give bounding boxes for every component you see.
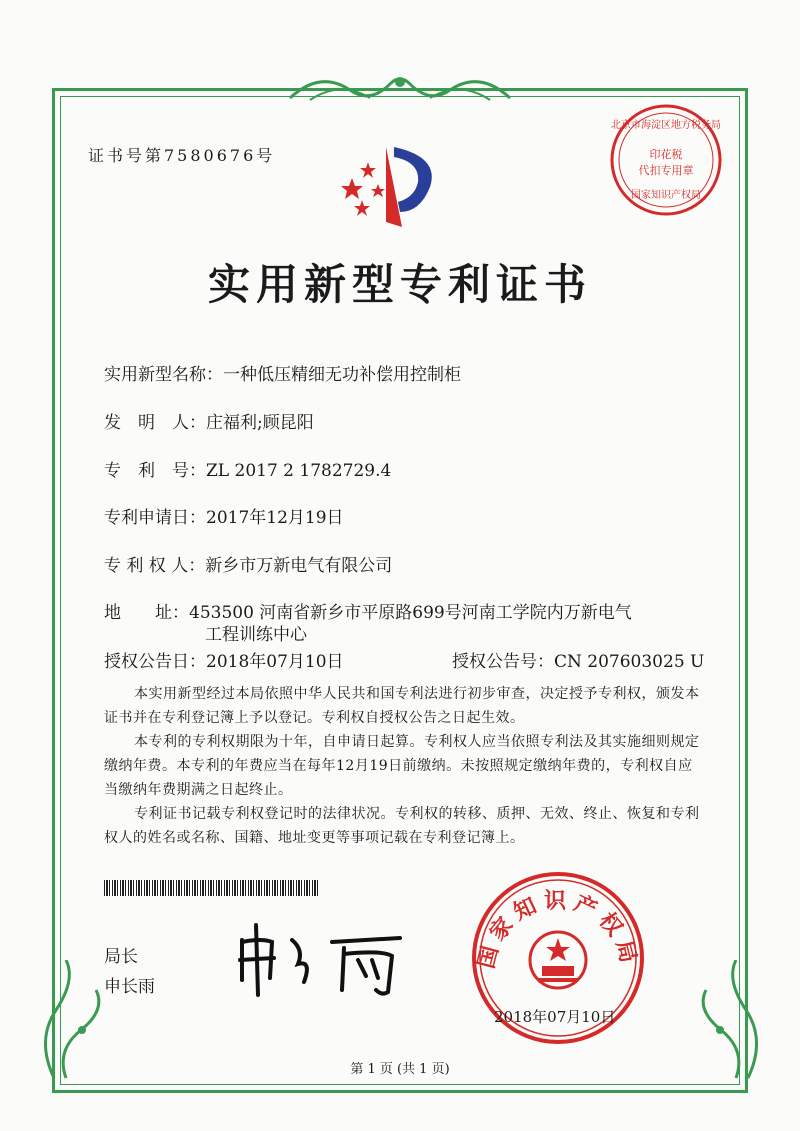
body-paragraph-3: 专利证书记载专利权登记时的法律状况。专利权的转移、质押、无效、终止、恢复和专利权人的姓名或名称、国籍、地址变更等事项记载在专利登记簿上。 (104, 806, 700, 846)
seal-arc-text: 国家知识产权局 (474, 889, 642, 972)
tax-stamp-bottom-text: 国家知识产权局 (631, 190, 701, 201)
barcode (104, 880, 318, 896)
field-patent-number (104, 456, 391, 481)
director-name: 申长雨 (104, 977, 155, 997)
page-number: 第 1 页 (共 1 页) (350, 1062, 450, 1077)
tax-stamp-mid1: 印花税 (649, 148, 683, 161)
field-patentee (104, 551, 392, 576)
field-grant-number (452, 647, 704, 672)
field-label: 发 明 人： (104, 413, 206, 433)
page-title: 实用新型专利证书 (207, 260, 592, 309)
field-filing-date (104, 503, 344, 528)
field-value: 一种低压精细无功补偿用控制柜 (223, 365, 461, 385)
field-label: 授权公告日： (104, 652, 206, 672)
field-inventor (104, 408, 314, 433)
top-ornament (280, 70, 520, 106)
field-value: 2018年07月10日 (206, 652, 344, 672)
field-value: 2017年12月19日 (206, 508, 344, 528)
field-address (104, 598, 632, 623)
svg-text:国家知识产权局 (474, 889, 642, 971)
field-value: 453500 河南省新乡市平原路699号河南工学院内万新电气 (189, 603, 632, 623)
body-paragraph-1: 本实用新型经过本局依照中华人民共和国专利法进行初步审查，决定授予专利权，颁发本证书并在专利登记簿上予以登记。专利权自授权公告之日起生效。 (104, 686, 700, 726)
field-value: 新乡市万新电气有限公司 (205, 556, 393, 576)
field-address-line2: 工程训练中心 (205, 625, 307, 645)
field-label: 实用新型名称： (104, 365, 223, 385)
field-value: 庄福利;顾昆阳 (206, 413, 314, 433)
field-grant-date (104, 647, 344, 672)
field-utility-name (104, 360, 461, 385)
field-label: 授权公告号： (452, 652, 554, 672)
seal-date: 2018年07月10日 (494, 1008, 616, 1026)
field-label: 专利申请日： (104, 508, 206, 528)
tax-stamp-mid2: 代扣专用章 (638, 164, 694, 177)
field-label: 地 址： (104, 603, 189, 623)
field-label: 专 利 权 人： (104, 556, 206, 576)
tax-stamp-top-text: 北京市海淀区地方税务局 (611, 120, 721, 131)
field-value: ZL 2017 2 1782729.4 (206, 461, 392, 481)
field-label: 专 利 号： (104, 461, 206, 481)
cnipa-logo (340, 142, 440, 232)
field-value: CN 207603025 U (554, 652, 705, 672)
director-title: 局长 (104, 947, 138, 967)
handwritten-signature (232, 920, 412, 1000)
tax-stamp (606, 100, 726, 220)
body-paragraph-2: 本专利的专利权期限为十年，自申请日起算。专利权人应当依照专利法及其实施细则规定缴纳年费。本专利的年费应当在每年12月19日前缴纳。未按照规定缴纳年费的，专利权自应当缴纳年费期满之日起终止。 (104, 734, 700, 798)
certificate-number: 证书号第7580676号 (88, 146, 276, 165)
